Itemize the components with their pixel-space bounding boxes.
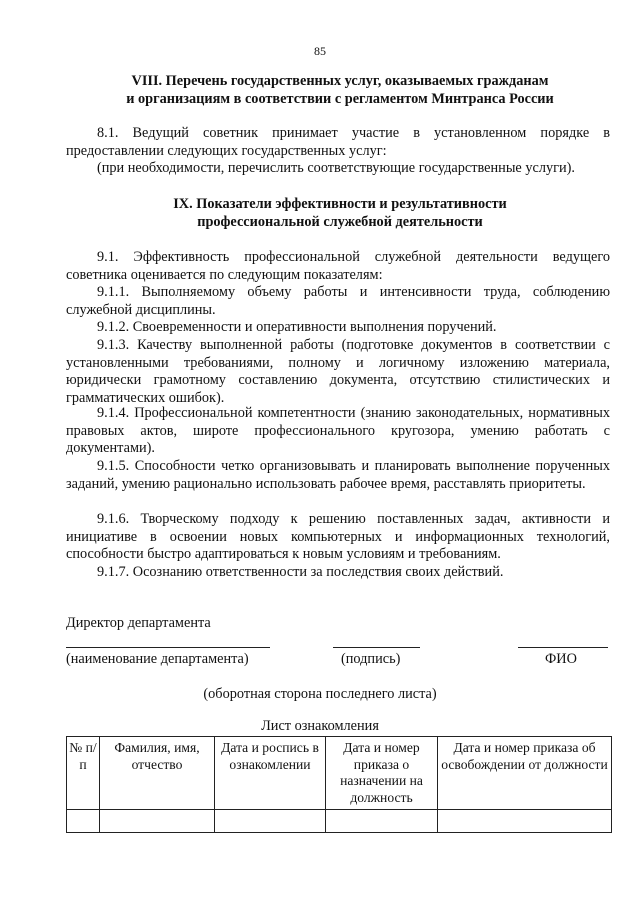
column-header-dismissal-order: Дата и номер приказа об освобождении от должности — [438, 737, 612, 810]
column-header-appointment-order: Дата и номер приказа о назначении на должность — [326, 737, 438, 810]
column-header-full-name: Фамилия, имя, отчество — [100, 737, 215, 810]
acquaint-table-header — [67, 737, 612, 810]
department-line — [66, 647, 270, 648]
section8-heading-line2: и организациям в соответствии с регламентом Минтранса России — [126, 91, 554, 107]
table-row — [67, 810, 612, 833]
table-cell — [100, 810, 215, 833]
section8-paragraph-1: 8.1. Ведущий советник принимает участие в установленном порядке в предоставлении следующих государственных услуг: — [66, 125, 610, 159]
section9-item-9-1-3: 9.1.3. Качеству выполненной работы (подготовке документов в соответствии с установленными требованиями, полному и логичному изложению материала, юридически грамотному составлению документа, отсутствию стилистических и грамматических ошибок). — [66, 337, 610, 406]
section9-heading-line2: профессиональной служебной деятельности — [197, 214, 483, 230]
back-side-note: (оборотная сторона последнего листа) — [203, 686, 437, 702]
name-caption: ФИО — [545, 651, 577, 667]
column-header-number: № п/п — [67, 737, 100, 810]
acquaint-table — [66, 736, 612, 833]
section9-item-9-1-7: 9.1.7. Осознанию ответственности за последствия своих действий. — [97, 564, 504, 580]
table-cell — [438, 810, 612, 833]
acquaint-sheet-title: Лист ознакомления — [261, 718, 379, 734]
department-caption: (наименование департамента) — [66, 651, 249, 667]
section8-paragraph-2: (при необходимости, перечислить соответствующие государственные услуги). — [97, 160, 575, 176]
director-label: Директор департамента — [66, 615, 211, 631]
section9-item-9-1: 9.1. Эффективность профессиональной служебной деятельности ведущего советника оценивается по следующим показателям: — [66, 249, 610, 283]
section9-item-9-1-4: 9.1.4. Профессиональной компетентности (знанию законодательных, нормативных правовых актов, широте профессионального кругозора, умению работать с документами). — [66, 405, 610, 456]
section9-item-9-1-5: 9.1.5. Способности четко организовывать и планировать выполнение порученных заданий, умению рационально использовать рабочее время, расставлять приоритеты. — [66, 458, 610, 492]
page-number: 85 — [314, 44, 326, 58]
section9-item-9-1-1: 9.1.1. Выполняемому объему работы и интенсивности труда, соблюдению служебной дисциплины. — [66, 284, 610, 318]
signature-caption: (подпись) — [341, 651, 401, 667]
table-cell — [215, 810, 326, 833]
section9-heading-line1: IX. Показатели эффективности и результативности — [173, 196, 507, 212]
column-header-acquaint-date: Дата и роспись в ознакомлении — [215, 737, 326, 810]
table-cell — [67, 810, 100, 833]
section9-item-9-1-6: 9.1.6. Творческому подходу к решению поставленных задач, активности и инициативе в освоении новых компьютерных и информационных технологий, способности быстро адаптироваться к новым условиям и требованиям. — [66, 511, 610, 562]
section8-heading-line1: VIII. Перечень государственных услуг, оказываемых гражданам — [131, 73, 549, 89]
section9-item-9-1-2: 9.1.2. Своевременности и оперативности выполнения поручений. — [97, 319, 497, 335]
signature-line — [333, 647, 420, 648]
name-line — [518, 647, 608, 648]
table-cell — [326, 810, 438, 833]
